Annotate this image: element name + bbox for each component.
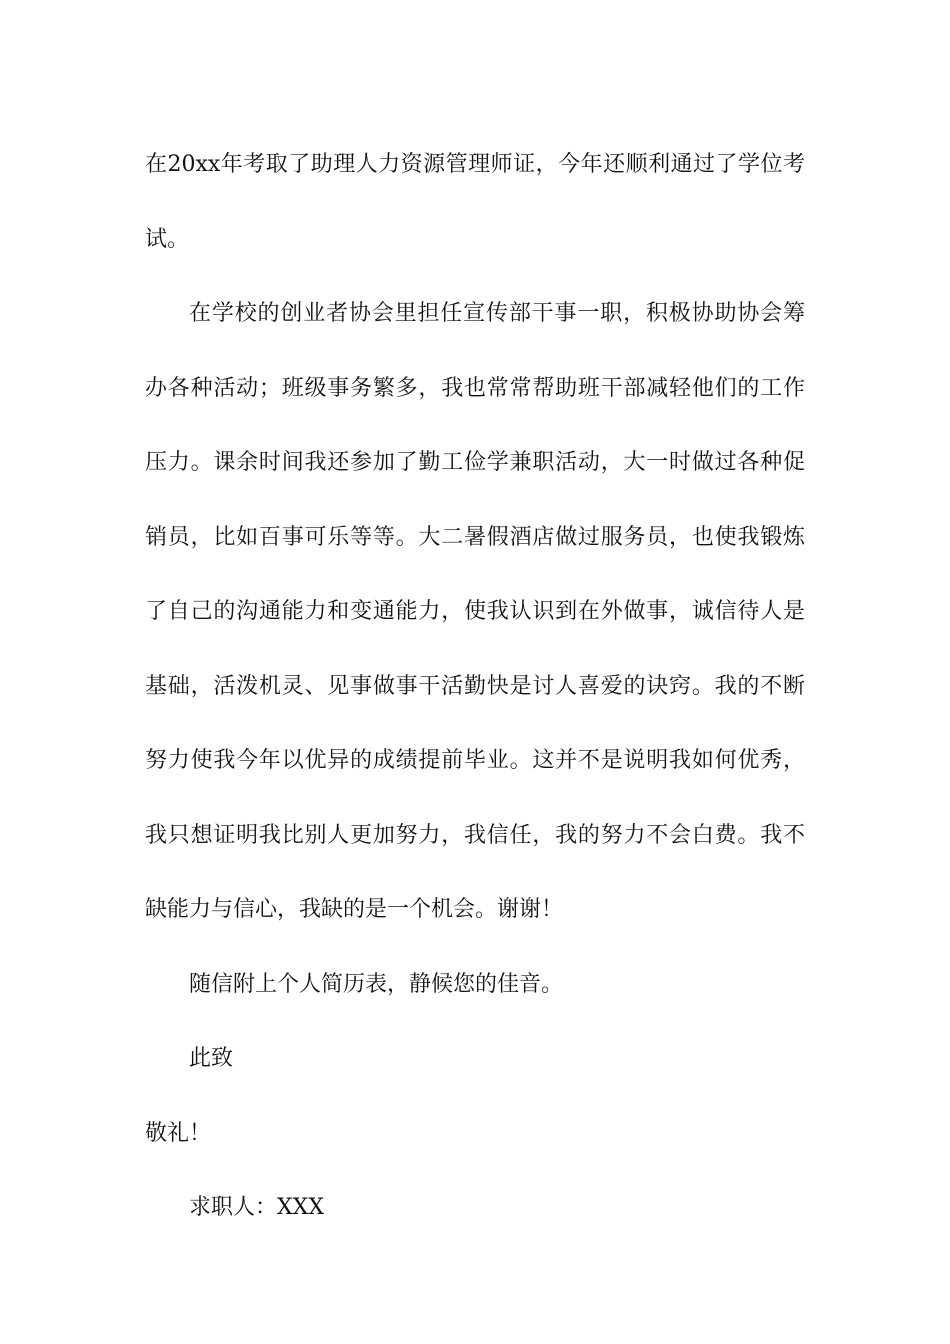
paragraph-2-line-6: 基础，活泼机灵、见事做事干活勤快是讨人喜爱的诀窍。我的不断 <box>145 673 805 699</box>
paragraph-2-line-7: 努力使我今年以优异的成绩提前毕业。这并不是说明我如何优秀， <box>145 748 805 773</box>
paragraph-1 <box>145 128 805 277</box>
paragraph-2-line-8: 我只想证明我比别人更加努力，我信任，我的努力不会白费。我不 <box>145 822 805 848</box>
paragraph-2-line-3: 压力。课余时间我还参加了勤工俭学兼职活动，大一时做过各种促 <box>145 450 805 475</box>
paragraph-2-line-1: 在学校的创业者协会里担任宣传部干事一职，积极协助协会筹 <box>189 301 805 326</box>
paragraph-2-line-2: 办各种活动；班级事务繁多，我也常常帮助班干部减轻他们的工作 <box>145 375 805 401</box>
paragraph-2-line-9: 缺能力与信心，我缺的是一个机会。谢谢！ <box>145 897 564 922</box>
paragraph-1-line-1: 在20xx年考取了助理人力资源管理师证，今年还顺利通过了学位考 <box>145 152 805 177</box>
attachment-note: 随信附上个人简历表，静候您的佳音。 <box>189 971 564 997</box>
paragraph-2 <box>145 277 805 948</box>
closing-salutation: 此致 <box>189 1046 234 1071</box>
paragraph-1-line-2: 试。 <box>145 226 190 252</box>
closing-regards: 敬礼！ <box>145 1120 212 1146</box>
paragraph-2-line-4: 销员，比如百事可乐等等。大二暑假酒店做过服务员，也使我锻炼 <box>145 524 805 550</box>
signature: 求职人：XXX <box>189 1195 324 1220</box>
paragraph-2-line-5: 了自己的沟通能力和变通能力，使我认识到在外做事，诚信待人是 <box>145 599 805 624</box>
letter-page <box>145 128 805 1246</box>
